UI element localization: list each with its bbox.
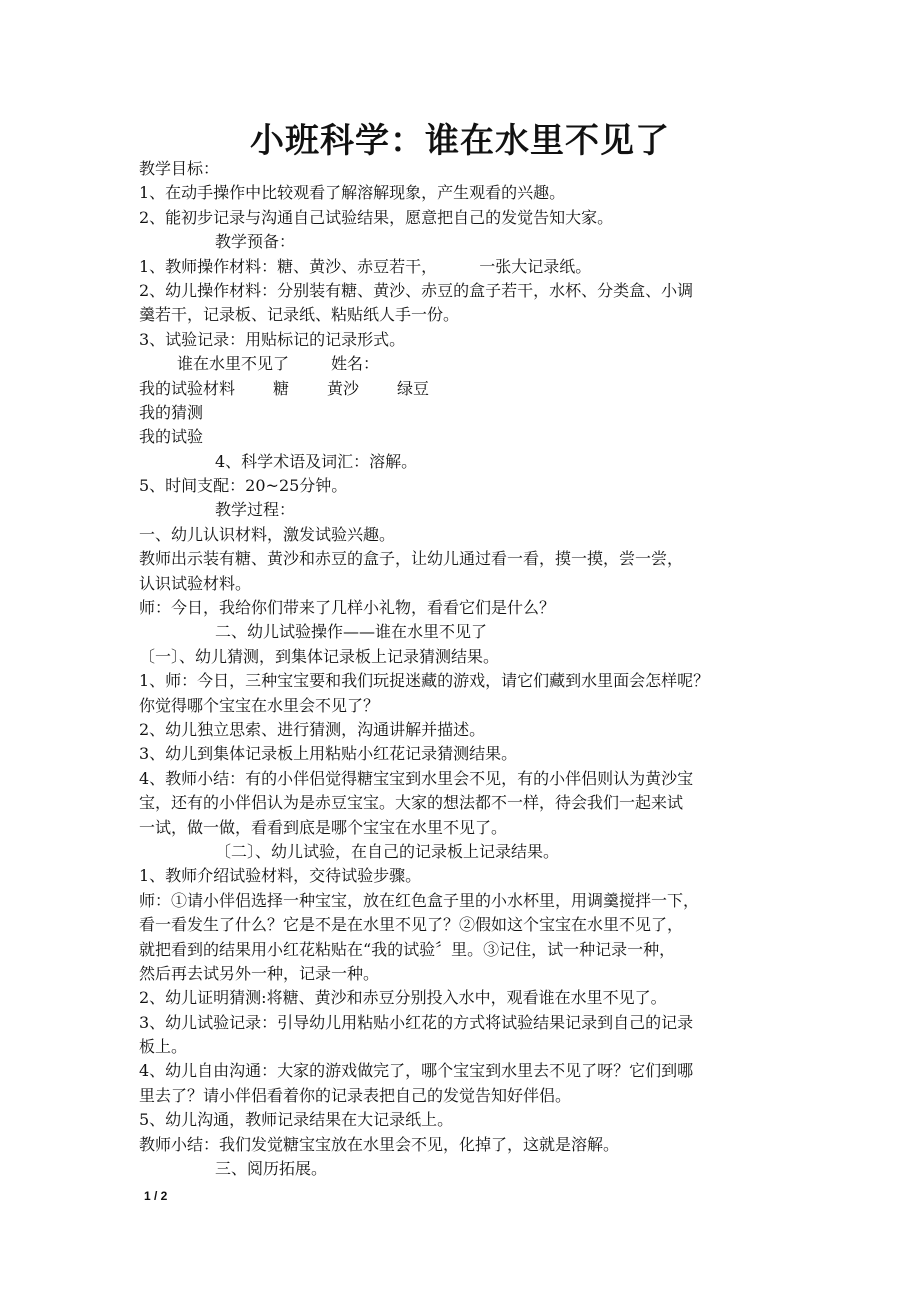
- text-segment: 1、教师操作材料：糖、黄沙、赤豆若干，: [139, 256, 438, 276]
- record-form-row: [139, 377, 799, 401]
- text-line: 4、教师小结：有的小伴侣觉得糖宝宝到水里会不见，有的小伴侣则认为黄沙宝: [139, 768, 694, 788]
- text-line: 2、能初步记录与沟通自己试验结果，愿意把自己的发觉告知大家。: [139, 207, 614, 227]
- section-heading: 教学过程：: [215, 500, 296, 520]
- text-line: 1、在动手操作中比较观看了解溶解现象，产生观看的兴趣。: [139, 183, 566, 203]
- text-line: [139, 255, 799, 279]
- record-form-row: 我的试验: [139, 427, 204, 447]
- text-line: 5、时间支配：20~25分钟。: [139, 476, 348, 496]
- text-line: 师：今日，我给你们带来了几样小礼物，看看它们是什么？: [139, 598, 556, 618]
- section-heading: 教学预备：: [215, 232, 296, 252]
- text-line: 3、试验记录：用贴标记的记录形式。: [139, 329, 406, 349]
- text-line: 教学目标：: [139, 159, 220, 178]
- text-line: 4、科学术语及词汇：溶解。: [215, 451, 418, 471]
- text-line: 4、幼儿自由沟通：大家的游戏做完了，哪个宝宝到水里去不见了呀？它们到哪: [139, 1061, 694, 1081]
- text-line: 宝，还有的小伴侣认为是赤豆宝宝。大家的想法都不一样，待会我们一起来试: [139, 793, 684, 813]
- text-line: 2、幼儿证明猜测:将糖、黄沙和赤豆分别投入水中，观看谁在水里不见了。: [139, 988, 667, 1008]
- text-line: 一、幼儿认识材料，激发试验兴趣。: [139, 524, 396, 544]
- record-form-row: 我的猜测: [139, 402, 204, 422]
- text-line: 3、幼儿到集体记录板上用粘贴小红花记录猜测结果。: [139, 744, 518, 764]
- record-form-name-label: 姓名：: [331, 354, 380, 374]
- page-title: 小班科学：谁在水里不见了: [250, 121, 670, 161]
- text-line: 认识试验材料。: [139, 573, 252, 593]
- text-line: 教师出示装有糖、黄沙和赤豆的盒子，让幼儿通过看一看，摸一摸，尝一尝，: [139, 549, 684, 569]
- document-body: [139, 157, 799, 1181]
- text-segment: 一张大记录纸。: [479, 256, 592, 276]
- text-line: 教师小结：我们发觉糖宝宝放在水里会不见，化掉了，这就是溶解。: [139, 1134, 620, 1154]
- section-heading: 三、阅历拓展。: [215, 1159, 328, 1179]
- text-line: 1、师：今日，三种宝宝要和我们玩捉迷藏的游戏，请它们藏到水里面会怎样呢？: [139, 671, 710, 691]
- text-line: 板上。: [139, 1037, 188, 1057]
- text-line: 然后再去试另外一种，记录一种。: [139, 963, 380, 983]
- record-form-title: 谁在水里不见了: [177, 354, 290, 374]
- text-line: 2、幼儿独立思索、进行猜测，沟通讲解并描述。: [139, 719, 486, 739]
- text-line: 〔一〕、幼儿猜测，到集体记录板上记录猜测结果。: [139, 646, 500, 666]
- text-line: 1、教师介绍试验材料，交待试验步骤。: [139, 866, 422, 886]
- material-sand: 黄沙: [327, 378, 360, 398]
- page-indicator: 1 / 2: [144, 1189, 168, 1203]
- text-line: 3、幼儿试验记录：引导幼儿用粘贴小红花的方式将试验结果记录到自己的记录: [139, 1012, 694, 1032]
- section-heading: 〔二〕、幼儿试验，在自己的记录板上记录结果。: [215, 841, 560, 861]
- material-sugar: 糖: [273, 378, 290, 398]
- section-heading: 二、幼儿试验操作——谁在水里不见了: [215, 622, 488, 642]
- text-line: 一试，做一做，看看到底是哪个宝宝在水里不见了。: [139, 817, 508, 837]
- text-line: 羹若干，记录板、记录纸、粘贴纸人手一份。: [139, 305, 460, 325]
- text-line: 2、幼儿操作材料：分别装有糖、黄沙、赤豆的盒子若干，水杯、分类盒、小调: [139, 280, 694, 300]
- text-line: 师：①请小伴侣选择一种宝宝，放在红色盒子里的小水杯里，用调羹搅拌一下，: [139, 890, 700, 910]
- material-bean: 绿豆: [397, 378, 430, 398]
- record-form-label: 我的试验材料: [139, 378, 236, 398]
- text-line: 就把看到的结果用小红花粘贴在“我的试验〞里。③记住，试一种记录一种，: [139, 939, 676, 959]
- record-form-header: [139, 352, 799, 376]
- text-line: 里去了？请小伴侣看着你的记录表把自己的发觉告知好伴侣。: [139, 1085, 572, 1105]
- text-line: 你觉得哪个宝宝在水里会不见了？: [139, 695, 380, 715]
- text-line: 5、幼儿沟通，教师记录结果在大记录纸上。: [139, 1110, 454, 1130]
- text-line: 看一看发生了什么？它是不是在水里不见了？②假如这个宝宝在水里不见了，: [139, 915, 684, 935]
